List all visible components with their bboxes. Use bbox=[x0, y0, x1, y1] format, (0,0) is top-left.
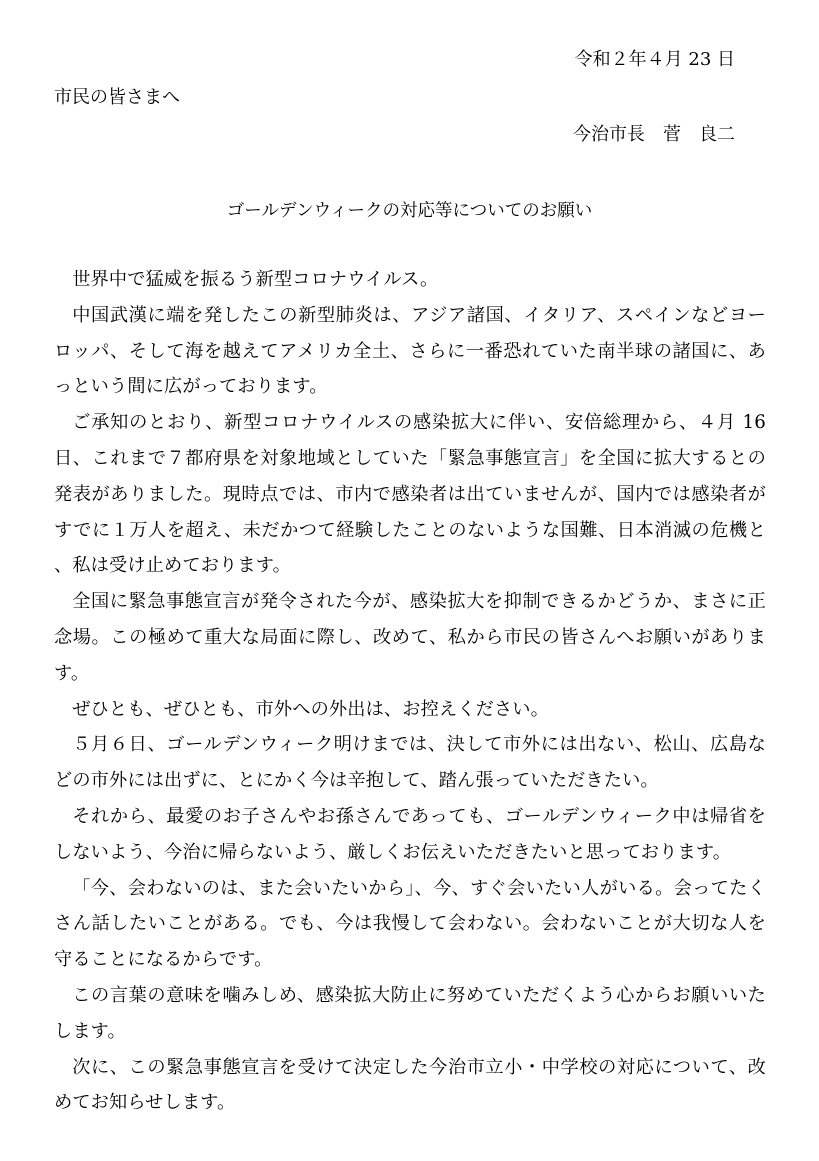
addressee: 市民の皆さまへ bbox=[54, 87, 180, 108]
letter-date: 令和２年４月 23 日 bbox=[574, 49, 735, 70]
body-paragraph: それから、最愛のお子さんやお孫さんであっても、ゴールデンウィーク中は帰省をしないよう、今治に帰らないよう、厳しくお伝えいただきたいと思っております。 bbox=[54, 805, 766, 863]
body-paragraph: 世界中で猛威を振るう新型コロナウイルス。 bbox=[72, 269, 439, 290]
body-paragraph: ぜひとも、ぜひとも、市外への外出は、お控えください。 bbox=[72, 698, 549, 720]
body-paragraph: 次に、この緊急事態宣言を受けて決定した今治市立小・中学校の対応について、改めてお知らせします。 bbox=[54, 1056, 766, 1114]
letter-title: ゴールデンウィークの対応等についてのお願い bbox=[226, 201, 593, 221]
body-paragraph: 全国に緊急事態宣言が発令された今が、感染拡大を抑制できるかどうか、まさに正念場。この極めて重大な局面に際し、改めて、私から市民の皆さんへお願いがあります。 bbox=[54, 591, 766, 684]
body-paragraph: この言葉の意味を噛みしめ、感染拡大防止に努めていただくよう心からお願いいたします。 bbox=[54, 984, 766, 1042]
body-paragraph: ５月６日、ゴールデンウィーク明けまでは、決して市外には出ない、松山、広島などの市外には出ずに、とにかく今は辛抱して、踏ん張っていただきたい。 bbox=[54, 734, 766, 792]
body-paragraph: 中国武漢に端を発したこの新型肺炎は、アジア諸国、イタリア、スペインなどヨーロッパ、そして海を越えてアメリカ全土、さらに一番恐れていた南半球の諸国に、あっという間に広がっております。 bbox=[54, 304, 766, 398]
sender-signature: 今治市長 菅 良二 bbox=[573, 124, 735, 145]
letter-body bbox=[54, 262, 766, 1121]
body-paragraph: ご承知のとおり、新型コロナウイルスの感染拡大に伴い、安倍総理から、４月 16 日、これまで７都府県を対象地域としていた「緊急事態宣言」を全国に拡大するとの発表がありました。現時点では、市内で感染者は出ていませんが、国内では感染者がすでに１万人を超え、未だかつて経験したことのないような国難、日本消滅の危機と、私は受け止めております。 bbox=[54, 412, 766, 577]
body-paragraph: 「今、会わないのは、また会いたいから」、今、すぐ会いたい人がいる。会ってたくさん話したいことがある。でも、今は我慢して会わない。会わないことが大切な人を守ることになるからです。 bbox=[54, 877, 766, 971]
